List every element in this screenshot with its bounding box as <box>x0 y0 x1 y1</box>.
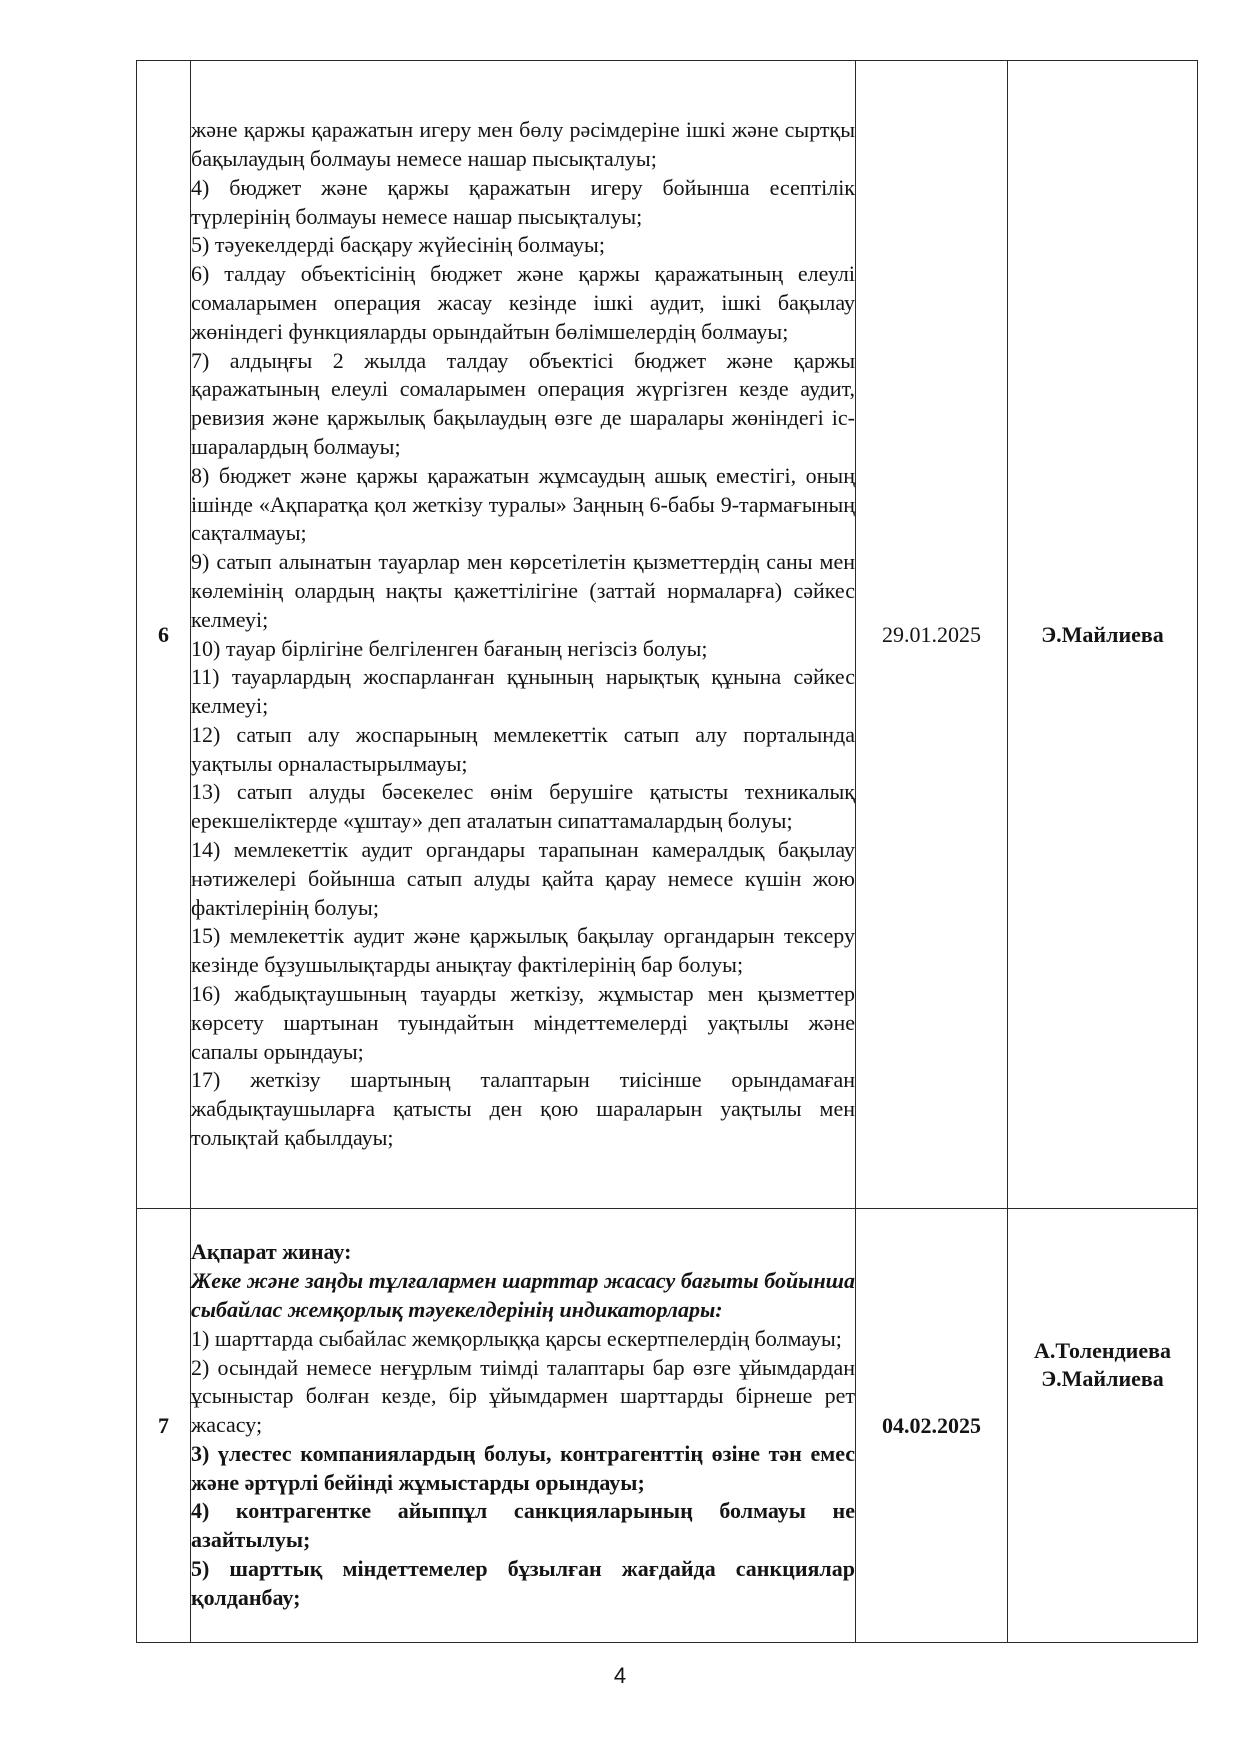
list-item: 4) контрагентке айыппұл санкцияларының болмауы не азайтылуы; <box>191 1498 855 1553</box>
responsible-person: Э.Майлиева <box>1041 621 1164 647</box>
list-item: 11) тауарлардың жоспарланған құнының нарықтық құнына сәйкес келмеуі; <box>191 664 855 719</box>
responsible-person: А.Толендиева <box>1033 1338 1172 1363</box>
list-item: 2) осындай немесе неғұрлым тиімді талаптары бар өзге ұйымдардан ұсыныстар болған кезде, бір ұйымдармен шарттарды бірнеше рет жасасу; <box>191 1354 855 1438</box>
row-description <box>191 1209 856 1643</box>
list-item: 14) мемлекеттік аудит органдары тарапынан камералдық бақылау нәтижелері бойынша сатып алуды қайта қарау немесе күшін жою фактілерінің болуы; <box>191 837 855 920</box>
row-description <box>191 61 856 1209</box>
row-responsible <box>1008 1209 1198 1643</box>
list-item: 15) мемлекеттік аудит және қаржылық бақылау органдарын тексеру кезінде бұзушылықтарды анықтау фактілерінің бар болуы; <box>191 923 855 978</box>
list-item: 4) бюджет және қаржы қаражатын игеру бойынша есептілік түрлерінің болмауы немесе нашар пысықталуы; <box>191 174 855 229</box>
list-item: 16) жабдықтаушының тауарды жеткізу, жұмыстар мен қызметтер көрсету шартынан туындайтын міндеттемелерді уақтылы және сапалы орындауы; <box>191 981 855 1064</box>
table-row <box>137 61 1198 1209</box>
page-number: 4 <box>613 1663 627 1688</box>
row-date: 29.01.2025 <box>856 61 1008 1209</box>
list-item: 9) сатып алынатын тауарлар мен көрсетілетін қызметтердің саны мен көлемінің олардың нақты қажеттілігіне (заттай нормаларға) сәйкес келмеуі; <box>191 549 855 632</box>
section-subheading: Жеке және заңды тұлғалармен шарттар жасасу бағыты бойынша сыбайлас жемқорлық тәуекелдерінің индикаторлары: <box>191 1268 855 1322</box>
row-number: 6 <box>137 61 191 1209</box>
list-item: 13) сатып алуды бәсекелес өнім берушіге қатысты техникалық ерекшеліктерде «ұштау» деп аталатын сипаттамалардың болуы; <box>191 779 855 834</box>
row-date: 04.02.2025 <box>856 1209 1008 1643</box>
list-item: 5) шарттық міндеттемелер бұзылған жағдайда санкциялар қолданбау; <box>191 1556 855 1610</box>
list-item: 12) сатып алу жоспарының мемлекеттік сатып алу порталында уақтылы орналастырылмауы; <box>191 721 855 776</box>
list-item: 17) жеткізу шартының талаптарын тиісінше орындамаған жабдықтаушыларға қатысты ден қою шараларын уақтылы мен толықтай қабылдауы; <box>191 1067 855 1151</box>
row-responsible <box>1008 61 1198 1209</box>
list-item: және қаржы қаражатын игеру мен бөлу рәсімдеріне ішкі және сыртқы бақылаудың болмауы немесе нашар пысықталуы; <box>191 117 855 171</box>
plan-table <box>136 60 1198 1643</box>
list-item: 6) талдау объектісінің бюджет және қаржы қаражатының елеулі сомаларымен операция жасау кезінде ішкі аудит, ішкі бақылау жөніндегі функцияларды орындайтын бөлімшелердің болмауы; <box>191 261 855 344</box>
list-item: 8) бюджет және қаржы қаражатын жұмсаудың ашық еместігі, оның ішінде «Ақпаратқа қол жеткізу туралы» Заңның 6-бабы 9-тармағының сақталмауы; <box>191 462 855 546</box>
row-number: 7 <box>137 1209 191 1643</box>
list-item: 10) тауар бірлігіне белгіленген бағаның негізсіз болуы; <box>191 635 708 661</box>
list-item: 5) тәуекелдерді басқару жүйесінің болмауы; <box>191 232 605 258</box>
responsible-person: Э.Майлиева <box>1041 1366 1164 1391</box>
table-row <box>137 1209 1198 1643</box>
list-item: 7) алдыңғы 2 жылда талдау объектісі бюджет және қаржы қаражатының елеулі сомаларымен операция жүргізген кезде аудит, ревизия және қаржылық бақылаудың өзге де шаралары жөніндегі іс-шаралардың болмауы; <box>191 347 855 459</box>
list-item: 3) үлестес компаниялардың болуы, контрагенттің өзіне тән емес және әртүрлі бейінді жұмыстарды орындауы; <box>191 1440 855 1495</box>
list-item: 1) шарттарда сыбайлас жемқорлыққа қарсы ескертпелердің болмауы; <box>191 1325 842 1351</box>
section-heading: Ақпарат жинау: <box>191 1239 352 1265</box>
